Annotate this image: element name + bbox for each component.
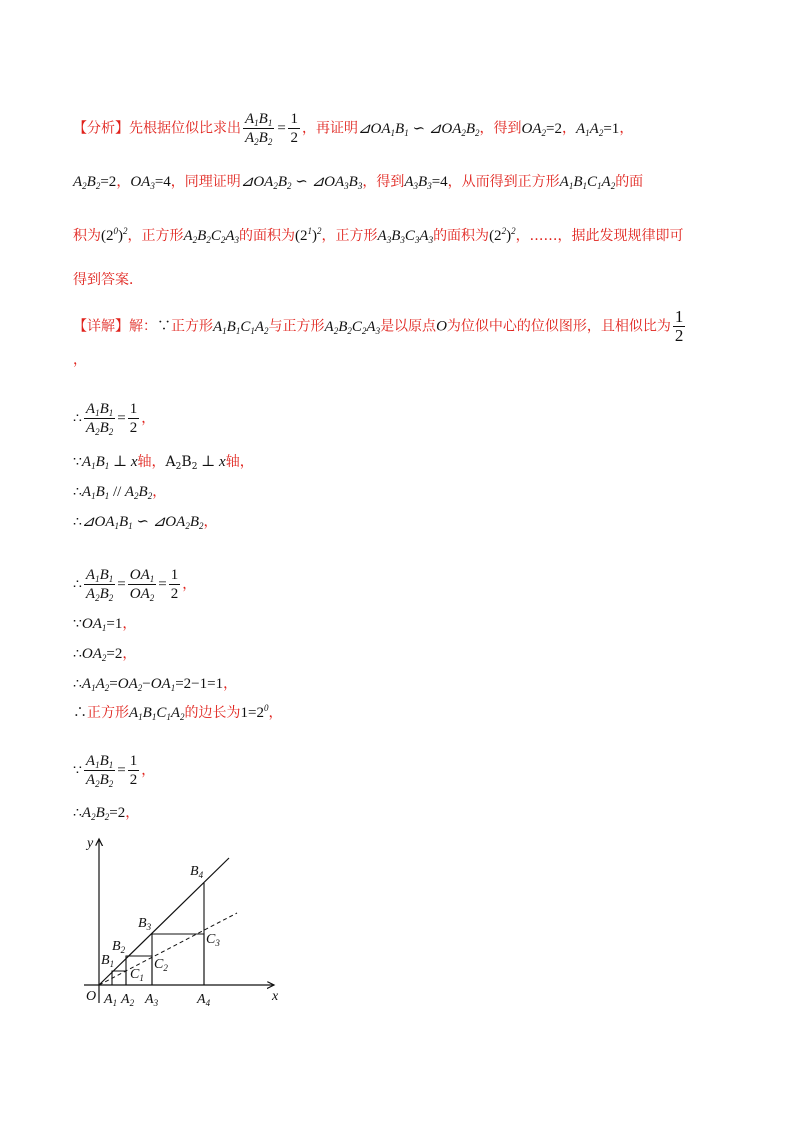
analysis-line-2: $A_2B_2=2$，$OA_3=4$，同理证明$⊿OA_2B_2$ ∽ $⊿OA_3B_3$，得到$A_3B_3=4$，从而得到正方形$A_1B_1C_1A_2$的面 — [73, 174, 644, 191]
detail-comma: ， — [73, 352, 87, 368]
ratio-fraction: $\frac{A_1B_1}{A_2B_2}$ — [245, 111, 273, 147]
step-2: $\because A_1B_1$ ⊥ x轴，$A_2B_2$ ⊥ x轴， — [73, 454, 254, 472]
detail-tag: 【详解】 — [73, 318, 129, 335]
label-a1: $A_1$ — [104, 992, 118, 1008]
label-b3: $B_3$ — [138, 916, 152, 932]
detail-line-1: 【详解】解：∵正方形$A_1B_1C_1A_2$与正方形$A_2B_2C_2A_3$是以原点O为位似中心的位似图形，且相似比为 $\frac{1}{2}$ — [73, 307, 684, 345]
square-1 — [112, 971, 126, 985]
step-4: $\therefore⊿OA_1B_1$ ∽ $⊿OA_2B_2$， — [73, 514, 218, 531]
step-5: ∴ $\frac{A_1B_1}{A_2B_2}$ = $\frac{OA_1}{OA_2}$ = $\frac{1}{2}$ ， — [73, 567, 197, 603]
step-7: $\therefore OA_2=2$， — [73, 646, 137, 663]
label-c1: $C_1$ — [130, 967, 144, 983]
step-1: ∴ $\frac{A_1B_1}{A_2B_2}$ = $\frac{1}{2}$ ， — [73, 401, 156, 437]
label-b4: $B_4$ — [190, 864, 204, 880]
step-6: $\because OA_1=1$， — [73, 616, 137, 633]
geometry-figure — [74, 833, 289, 1013]
step-10: ∵ $\frac{A_1B_1}{A_2B_2}$ = $\frac{1}{2}$ ， — [73, 753, 156, 789]
label-y: y — [87, 836, 94, 851]
label-a2: $A_2$ — [121, 992, 135, 1008]
label-b1: $B_1$ — [101, 953, 115, 969]
label-c2: $C_2$ — [154, 957, 168, 973]
analysis-line-3: 积为$(2^0)^2$，正方形$A_2B_2C_2A_3$的面积为$(2^1)^2$，正方形$A_3B_3C_3A_3$的面积为$(2^2)^2$，……，据此发现规律即可 — [73, 226, 684, 245]
label-a3: $A_3$ — [145, 992, 159, 1008]
label-x: x — [272, 989, 279, 1004]
analysis-tag: 【分析】 — [73, 120, 129, 137]
label-a4: $A_4$ — [197, 992, 211, 1008]
analysis-line-1: 【分析】先根据位似比求出 $\frac{A_1B_1}{A_2B_2}$ = $\frac{1}{2}$ ，再证明$⊿OA_1B_1$ ∽ $⊿OA_2B_2$，得到$OA_2=2$，$A_1A_2=1$， — [73, 111, 634, 147]
label-origin: O — [86, 989, 97, 1004]
analysis-line-4: 得到答案． — [73, 272, 143, 288]
label-b2: $B_2$ — [112, 939, 126, 955]
label-c3: $C_3$ — [206, 932, 220, 948]
step-11: $\therefore A_2B_2=2$， — [73, 805, 140, 822]
step-9: ∴正方形$A_1B_1C_1A_2$的边长为$1=2^0$， — [73, 703, 283, 722]
step-8: $\therefore A_1A_2=OA_2-OA_1=2-1=1$， — [73, 676, 238, 693]
step-3: $\therefore A_1B_1 // A_2B_2$， — [73, 484, 167, 501]
